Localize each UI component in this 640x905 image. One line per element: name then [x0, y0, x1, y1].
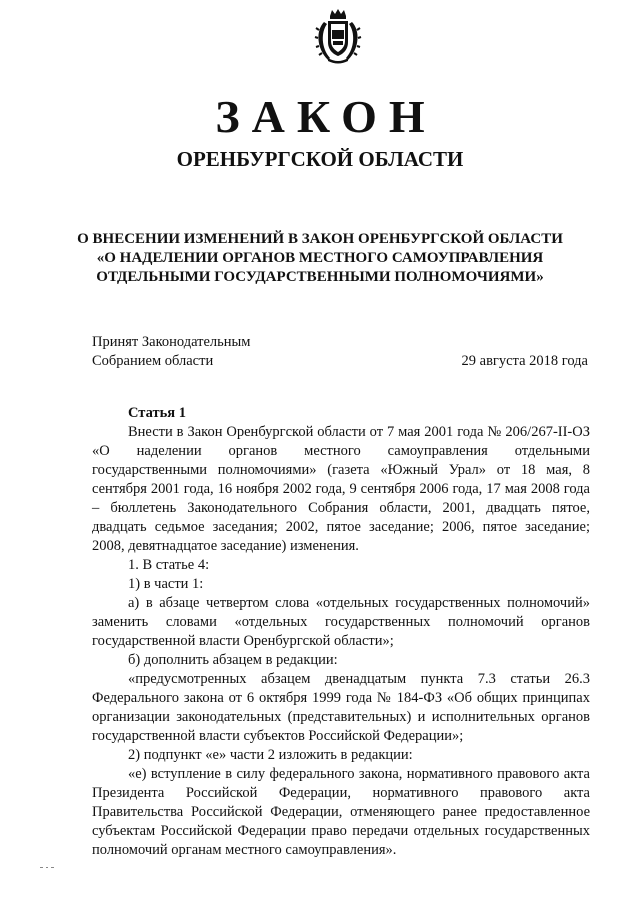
adoption-note [92, 333, 250, 371]
adoption-line: Принят Законодательным [92, 334, 251, 350]
region-title: ОРЕНБУРГСКОЙ ОБЛАСТИ [176, 147, 464, 171]
law-subject-heading [60, 230, 580, 287]
paragraph: б) дополнить абзацем в редакции: [128, 652, 338, 668]
paragraph: 1) в части 1: [128, 576, 204, 592]
paragraph: «предусмотренных абзацем двенадцатым пункта 7.3 статьи 26.3 Федерального закона от 6 октября 1999 года № 184-ФЗ «Об общих принципах организации законодательных (представительных) и исполнительных органов государственной власти субъектов Российской Федерации»; [92, 671, 590, 744]
article-title: Статья 1 [128, 405, 186, 421]
paragraph: «е) вступление в силу федерального закона, нормативного правового акта Президента Российской Федерации, нормативного правового акта Правительства Российской Федерации, отменяющего ранее предоставленное субъектам Российской Федерации право передачи отдельных государственных полномочий органам местного самоуправления». [92, 766, 590, 858]
subject-line: ОТДЕЛЬНЫМИ ГОСУДАРСТВЕННЫМИ ПОЛНОМОЧИЯМИ» [96, 269, 544, 285]
subject-line: О ВНЕСЕНИИ ИЗМЕНЕНИЙ В ЗАКОН ОРЕНБУРГСКОЙ ОБЛАСТИ [77, 231, 563, 247]
coat-of-arms-icon [314, 8, 362, 66]
adoption-date: 29 августа 2018 года [461, 353, 588, 369]
adoption-line: Собранием области [92, 353, 214, 369]
paragraph: 2) подпункт «е» части 2 изложить в редакции: [128, 747, 413, 763]
paragraph: 1. В статье 4: [128, 557, 210, 573]
scan-mark-icon [40, 866, 56, 869]
subject-line: «О НАДЕЛЕНИИ ОРГАНОВ МЕСТНОГО САМОУПРАВЛЕНИЯ [96, 250, 544, 266]
law-body [92, 404, 590, 860]
document-title: ЗАКОН [215, 91, 437, 142]
paragraph: а) в абзаце четвертом слова «отдельных государственных полномочий» заменить словами «отдельных государственных полномочий органов государственной власти Оренбургской области»; [92, 595, 590, 649]
paragraph: Внести в Закон Оренбургской области от 7 мая 2001 года № 206/267-II-ОЗ «О наделении органов местного самоуправления отдельными государственными полномочиями» (газета «Южный Урал» от 18 мая, 8 сентября 2001 года, 16 ноября 2002 года, 9 сентября 2006 года, 17 мая 2008 года – бюллетень Законодательного Собрания области, 2001, двадцать пятое, двадцать седьмое заседания; 2002, пятое заседание; 2006, пятое заседание; 2008, девятнадцатое заседание) изменения. [92, 424, 590, 554]
